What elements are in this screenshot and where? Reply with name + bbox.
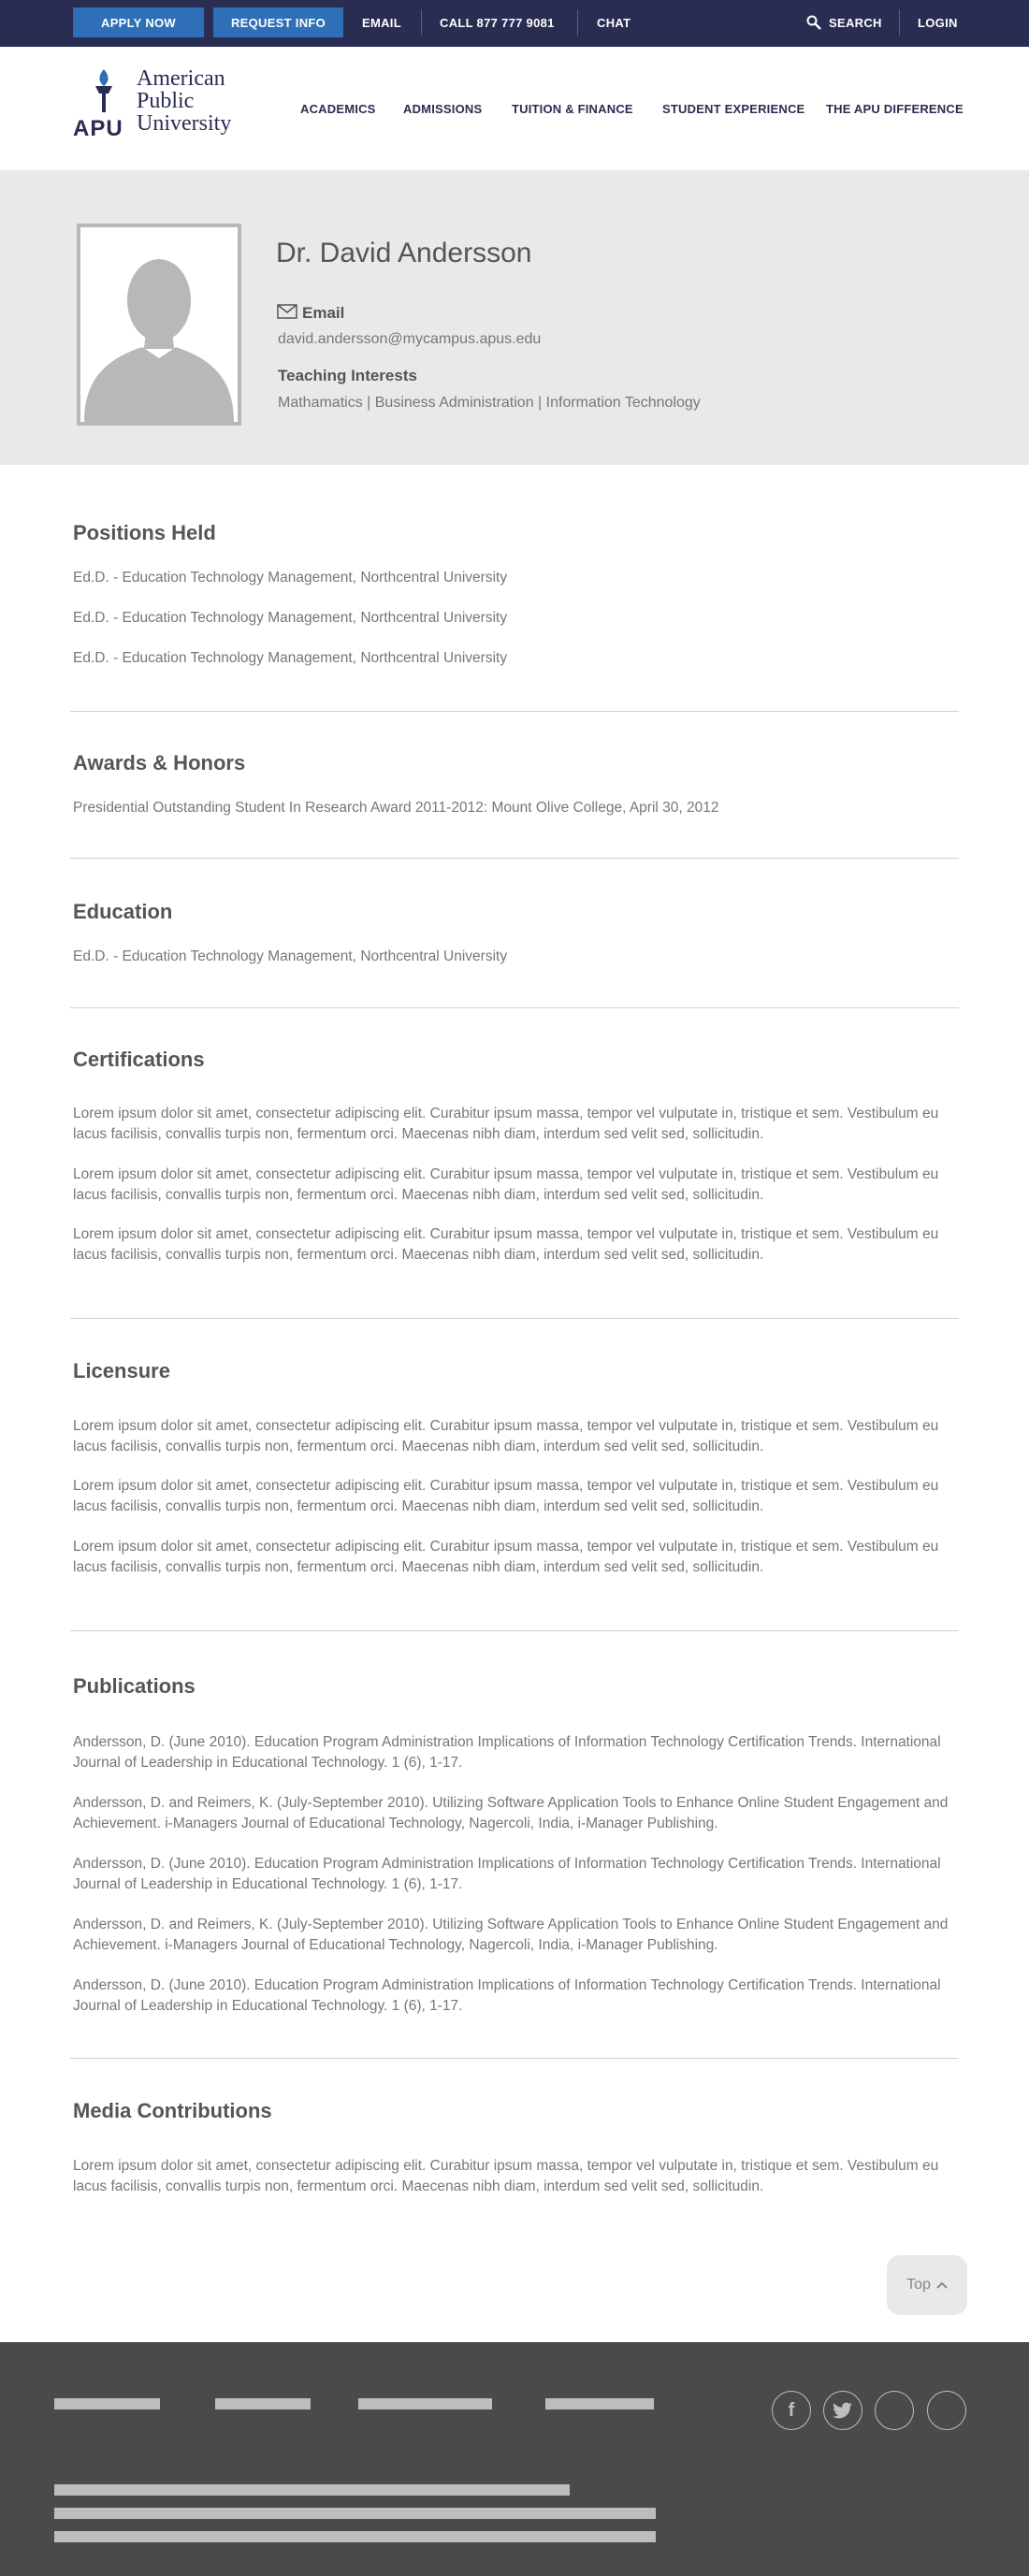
licensure-section xyxy=(73,1359,957,1575)
list-item: Lorem ipsum dolor sit amet, consectetur adipiscing elit. Curabitur ipsum massa, tempor vel vulputate in, tristique et sem. Vestibulum eu lacus facilisis, convallis turpis non, fermentum orci. Maecenas nibh diam, interdum sed velit sed, sollicitudin. xyxy=(73,1539,939,1575)
footer-link-placeholder[interactable] xyxy=(215,2398,311,2410)
section-divider xyxy=(70,711,959,712)
list-item: Lorem ipsum dolor sit amet, consectetur adipiscing elit. Curabitur ipsum massa, tempor vel vulputate in, tristique et sem. Vestibulum eu lacus facilisis, convallis turpis non, fermentum orci. Maecenas nibh diam, interdum sed velit sed, sollicitudin. xyxy=(73,1226,939,1263)
list-item: Ed.D. - Education Technology Management, Northcentral University xyxy=(73,948,508,964)
education-section xyxy=(73,900,957,964)
section-divider xyxy=(70,1318,959,1319)
section-divider xyxy=(70,1007,959,1008)
chevron-up-icon xyxy=(936,2281,948,2289)
footer-text-placeholder xyxy=(54,2508,656,2519)
profile-name: Dr. David Andersson xyxy=(276,238,532,268)
footer-text-placeholder xyxy=(54,2484,570,2496)
profile-photo xyxy=(77,224,241,426)
footer-link-placeholder[interactable] xyxy=(545,2398,654,2410)
list-item: Andersson, D. (June 2010). Education Program Administration Implications of Information Technology Certification Trends. International Journal of Leadership in Educational Technology. 1 (6), 1-17. xyxy=(73,1734,941,1771)
nav-tuition-finance[interactable]: TUITION & FINANCE xyxy=(512,101,633,116)
list-item: Lorem ipsum dolor sit amet, consectetur adipiscing elit. Curabitur ipsum massa, tempor vel vulputate in, tristique et sem. Vestibulum eu lacus facilisis, convallis turpis non, fermentum orci. Maecenas nibh diam, interdum sed velit sed, sollicitudin. xyxy=(73,1418,939,1454)
logo-wordmark xyxy=(137,67,231,135)
profile-band xyxy=(0,170,1029,465)
apu-logo[interactable] xyxy=(73,67,251,140)
list-item: Ed.D. - Education Technology Management, Northcentral University xyxy=(73,650,508,666)
teaching-interests-label: Teaching Interests xyxy=(278,367,417,384)
utility-bar xyxy=(0,0,1029,47)
section-title: Awards & Honors xyxy=(73,751,246,774)
list-item: Lorem ipsum dolor sit amet, consectetur adipiscing elit. Curabitur ipsum massa, tempor vel vulputate in, tristique et sem. Vestibulum eu lacus facilisis, convallis turpis non, fermentum orci. Maecenas nibh diam, interdum sed velit sed, sollicitudin. xyxy=(73,1106,939,1142)
certifications-section xyxy=(73,1048,957,1263)
list-item: Lorem ipsum dolor sit amet, consectetur adipiscing elit. Curabitur ipsum massa, tempor vel vulputate in, tristique et sem. Vestibulum eu lacus facilisis, convallis turpis non, fermentum orci. Maecenas nibh diam, interdum sed velit sed, sollicitudin. xyxy=(73,1166,939,1203)
profile-email[interactable]: david.andersson@mycampus.apus.edu xyxy=(278,331,542,347)
avatar-placeholder-icon xyxy=(80,227,238,422)
search-label: SEARCH xyxy=(829,15,882,30)
top-label: Top xyxy=(906,2277,931,2293)
social-icon-3[interactable] xyxy=(875,2391,914,2430)
awards-section xyxy=(73,751,957,816)
footer-link-placeholder[interactable] xyxy=(54,2398,160,2410)
call-link[interactable]: CALL 877 777 9081 xyxy=(440,15,555,30)
twitter-bird-icon xyxy=(833,2402,853,2419)
media-section xyxy=(73,2099,957,2194)
divider xyxy=(577,9,578,36)
section-title: Positions Held xyxy=(73,521,216,544)
email-label: Email xyxy=(302,304,345,322)
back-to-top-button[interactable] xyxy=(887,2255,967,2315)
section-title: Licensure xyxy=(73,1359,170,1382)
section-divider xyxy=(70,1630,959,1631)
torch-icon xyxy=(88,67,120,114)
list-item: Andersson, D. (June 2010). Education Program Administration Implications of Information Technology Certification Trends. International Journal of Leadership in Educational Technology. 1 (6), 1-17. xyxy=(73,1977,941,2014)
mail-icon xyxy=(277,304,297,319)
facebook-icon[interactable]: f xyxy=(772,2391,811,2430)
divider xyxy=(899,9,900,36)
apply-now-button[interactable]: APPLY NOW xyxy=(73,7,204,37)
email-link[interactable]: EMAIL xyxy=(362,15,401,30)
nav-admissions[interactable]: ADMISSIONS xyxy=(403,101,483,116)
chat-link[interactable]: CHAT xyxy=(597,15,631,30)
list-item: Lorem ipsum dolor sit amet, consectetur adipiscing elit. Curabitur ipsum massa, tempor vel vulputate in, tristique et sem. Vestibulum eu lacus facilisis, convallis turpis non, fermentum orci. Maecenas nibh diam, interdum sed velit sed, sollicitudin. xyxy=(73,2158,939,2194)
footer-text-placeholder xyxy=(54,2531,656,2542)
logo-line: University xyxy=(137,111,232,136)
section-title: Publications xyxy=(73,1674,196,1698)
section-title: Media Contributions xyxy=(73,2099,272,2122)
list-item: Presidential Outstanding Student In Research Award 2011-2012: Mount Olive College, April 30, 2012 xyxy=(73,800,719,816)
site-header xyxy=(0,47,1029,170)
section-divider xyxy=(70,858,959,859)
section-title: Certifications xyxy=(73,1048,205,1071)
footer-link-placeholder[interactable] xyxy=(358,2398,492,2410)
list-item: Andersson, D. and Reimers, K. (July-September 2010). Utilizing Software Application Tools to Enhance Online Student Engagement and Achievement. i-Managers Journal of Educational Technology, Nagercoli, India, i-Manager Publishing. xyxy=(73,1917,949,1953)
site-footer xyxy=(0,2342,1029,2576)
nav-apu-difference[interactable]: THE APU DIFFERENCE xyxy=(826,101,964,116)
list-item: Ed.D. - Education Technology Management, Northcentral University xyxy=(73,610,508,626)
login-link[interactable]: LOGIN xyxy=(918,15,958,30)
list-item: Andersson, D. (June 2010). Education Program Administration Implications of Information Technology Certification Trends. International Journal of Leadership in Educational Technology. 1 (6), 1-17. xyxy=(73,1856,941,1892)
section-divider xyxy=(70,2058,959,2059)
logo-abbr: APU xyxy=(73,116,123,141)
publications-section xyxy=(73,1674,957,2014)
list-item: Lorem ipsum dolor sit amet, consectetur adipiscing elit. Curabitur ipsum massa, tempor vel vulputate in, tristique et sem. Vestibulum eu lacus facilisis, convallis turpis non, fermentum orci. Maecenas nibh diam, interdum sed velit sed, sollicitudin. xyxy=(73,1478,939,1514)
section-title: Education xyxy=(73,900,173,923)
social-icon-4[interactable] xyxy=(927,2391,966,2430)
search-icon xyxy=(806,15,821,30)
nav-academics[interactable]: ACADEMICS xyxy=(300,101,376,116)
search-link[interactable] xyxy=(806,0,882,45)
nav-student-experience[interactable]: STUDENT EXPERIENCE xyxy=(662,101,805,116)
list-item: Andersson, D. and Reimers, K. (July-September 2010). Utilizing Software Application Tools to Enhance Online Student Engagement and Achievement. i-Managers Journal of Educational Technology, Nagercoli, India, i-Manager Publishing. xyxy=(73,1795,949,1831)
logo-line: American xyxy=(137,66,225,91)
logo-line: Public xyxy=(137,89,195,113)
divider xyxy=(421,9,422,36)
twitter-icon[interactable] xyxy=(823,2391,862,2430)
positions-section xyxy=(73,521,957,666)
request-info-button[interactable]: REQUEST INFO xyxy=(213,7,343,37)
list-item: Ed.D. - Education Technology Management, Northcentral University xyxy=(73,570,508,586)
teaching-interests: Mathamatics | Business Administration | Information Technology xyxy=(278,395,701,411)
